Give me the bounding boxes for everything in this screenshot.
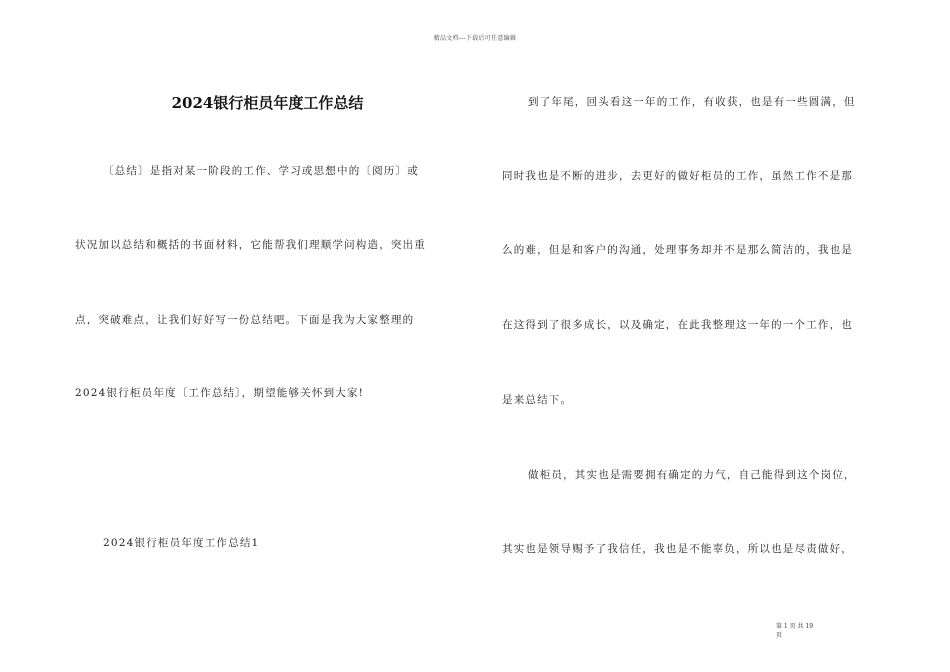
paragraph1-line-4: 在这得到了很多成长，以及确定，在此我整理这一年的一个工作，也 bbox=[502, 319, 853, 331]
section-heading: 2024银行柜员年度工作总结1 bbox=[103, 537, 260, 549]
intro-line-2: 状况加以总结和概括的书面材料，它能帮我们理顺学问构造，突出重 bbox=[75, 239, 426, 251]
page-number bbox=[776, 622, 813, 640]
paragraph1-line-5: 是来总结下。 bbox=[502, 394, 573, 406]
paragraph2-line-2: 其实也是领导赐予了我信任，我也是不能辜负，所以也是尽责做好， bbox=[502, 543, 853, 555]
paragraph1-line-2: 同时我也是不断的进步，去更好的做好柜员的工作，虽然工作不是那 bbox=[502, 170, 853, 182]
intro-line-1: 〔总结〕是指对某一阶段的工作、学习或思想中的〔阅历〕或 bbox=[103, 165, 419, 177]
header-note: 精品文档---下载后可任意编辑 bbox=[433, 35, 517, 42]
page-number-line-2: 页 bbox=[776, 632, 783, 639]
intro-line-4: 2024银行柜员年度〔工作总结〕，期望能够关怀到大家! bbox=[75, 387, 365, 399]
paragraph2-line-1: 做柜员，其实也是需要拥有确定的力气，自己能得到这个岗位， bbox=[528, 469, 856, 481]
intro-line-3: 点，突破难点，让我们好好写一份总结吧。下面是我为大家整理的 bbox=[75, 314, 415, 326]
paragraph1-line-3: 么的难，但是和客户的沟通，处理事务却并不是那么简洁的，我也是 bbox=[502, 244, 853, 256]
paragraph1-line-1: 到了年尾，回头看这一年的工作，有收获，也是有一些圆满，但 bbox=[528, 96, 856, 108]
page-number-line-1: 第 1 页 共 19 bbox=[776, 623, 814, 630]
document-title: 2024银行柜员年度工作总结 bbox=[171, 94, 364, 112]
